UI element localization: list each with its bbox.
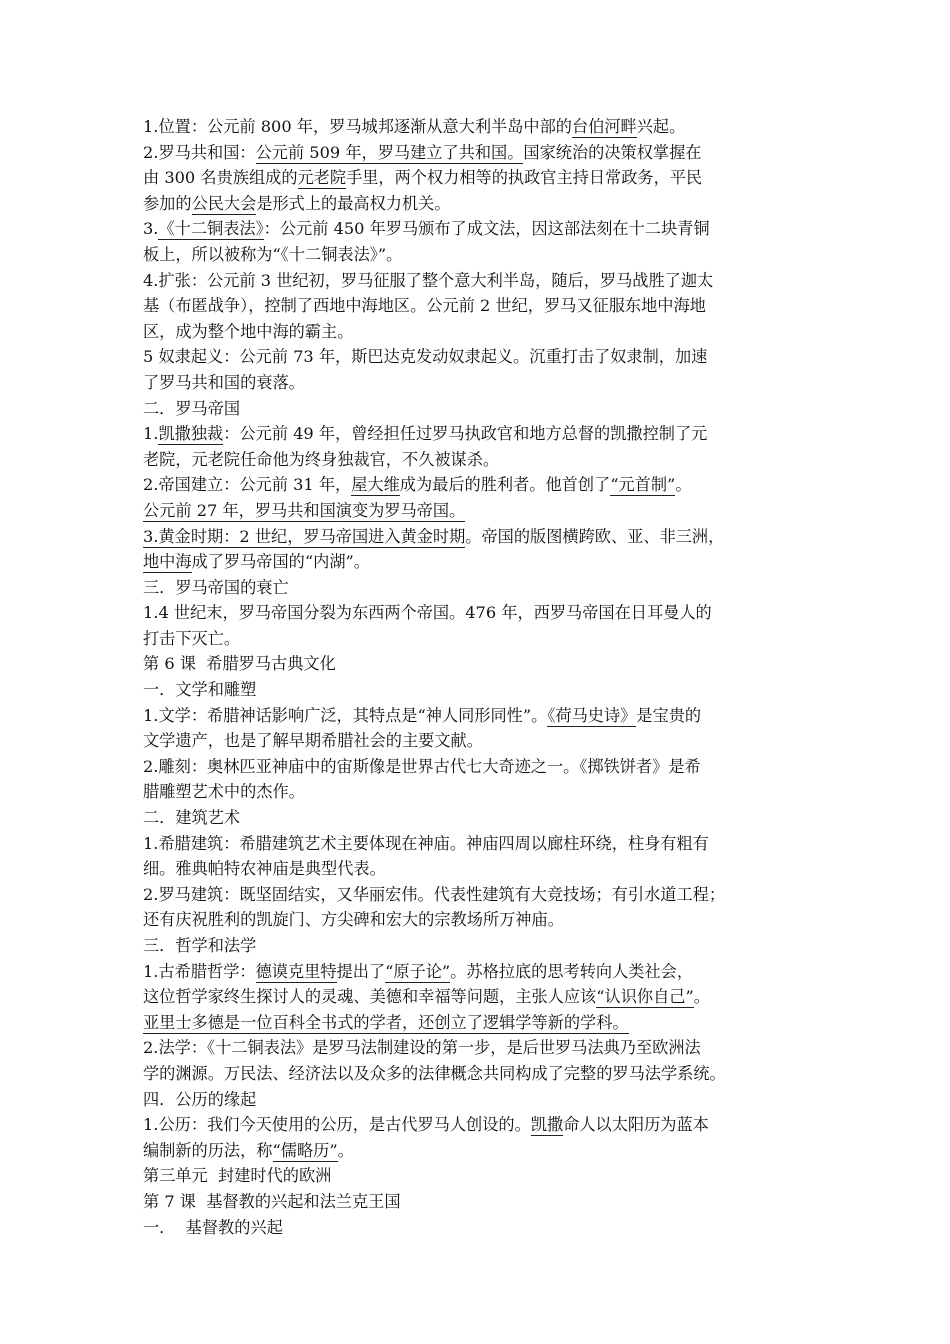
text-line: 由 300 名贵族组成的元老院手里，两个权力相等的执政官主持日常政务，平民: [143, 168, 703, 188]
text-line: 基（布匿战争），控制了西地中海地区。公元前 2 世纪，罗马又征服东地中海地: [143, 296, 706, 316]
text-line: 学的渊源。万民法、经济法以及众多的法律概念共同构成了完整的罗马法学系统。: [143, 1063, 726, 1083]
text-line: 1.希腊建筑：希腊建筑艺术主要体现在神庙。神庙四周以廊柱环绕，柱身有粗有: [143, 833, 709, 853]
text-line: [143, 1010, 811, 1036]
text-line: 4.扩张：公元前 3 世纪初，罗马征服了整个意大利半岛，随后，罗马战胜了迦太: [143, 270, 714, 290]
underlined-term: 亚里士多德是一位百科全书式的学者，还创立了逻辑学等新的学科。: [143, 1012, 629, 1032]
text-line: 细。雅典帕特农神庙是典型代表。: [143, 859, 386, 879]
underlined-term: 凯撒独裁: [158, 424, 224, 444]
text-line: 还有庆祝胜利的凯旋门、方尖碑和宏大的宗教场所万神庙。: [143, 910, 564, 930]
underlined-term: “元首制”: [610, 475, 676, 495]
text-line: 1.位置：公元前 800 年，罗马城邦逐渐从意大利半岛中部的台伯河畔兴起。: [143, 117, 686, 136]
underlined-term: 《十二铜表法》: [158, 219, 264, 239]
underlined-term: 《荷马史诗》: [547, 705, 637, 725]
text-line: 四．公历的缘起: [143, 1089, 257, 1109]
text-line: 打击下灭亡。: [143, 628, 241, 648]
underlined-term: 台伯河畔: [571, 117, 637, 136]
underlined-term: 元老院: [297, 168, 347, 188]
text-line: 二．建筑艺术: [143, 808, 241, 828]
underlined-term: 地中海: [143, 552, 192, 572]
underlined-term: 公民大会: [191, 193, 257, 213]
text-line: [143, 498, 811, 524]
text-line: 3.黄金时期：2 世纪，罗马帝国进入黄金时期。帝国的版图横跨欧、亚、非三洲，: [143, 526, 725, 546]
text-line: 2.罗马建筑：既坚固结实，又华丽宏伟。代表性建筑有大竞技场；有引水道工程；: [143, 884, 726, 904]
text-line: 2.雕刻：奥林匹亚神庙中的宙斯像是世界古代七大奇迹之一。《掷铁饼者》是希: [143, 756, 701, 776]
text-line: 文学遗产，也是了解早期希腊社会的主要文献。: [143, 731, 483, 751]
text-line: 1.古希腊哲学：德谟克里特提出了“原子论”。苏格拉底的思考转向人类社会，: [143, 961, 694, 981]
text-line: 一．文学和雕塑: [143, 680, 257, 700]
underlined-term: “儒略历”: [272, 1140, 338, 1160]
text-line: 这位哲学家终生探讨人的灵魂、美德和幸福等问题，主张人应该“认识你自己”。: [143, 987, 710, 1007]
text-line: 第三单元 封建时代的欧洲: [143, 1166, 332, 1186]
text-line: 二．罗马帝国: [143, 398, 241, 418]
text-line: 1.文学：希腊神话影响广泛，其特点是“神人同形同性”。《荷马史诗》是宝贵的: [143, 705, 702, 725]
text-line: 三．罗马帝国的衰亡: [143, 577, 289, 597]
underlined-term: “认识你自己”: [596, 987, 694, 1007]
text-line: 了罗马共和国的衰落。: [143, 372, 305, 392]
text-line: 编制新的历法，称“儒略历”。: [143, 1140, 354, 1160]
underlined-term: 凯撒: [530, 1115, 564, 1135]
text-line: 第 6 课 希腊罗马古典文化: [143, 654, 336, 674]
text-line: 一． 基督教的兴起: [143, 1217, 283, 1237]
text-line: 地中海成了罗马帝国的“内湖”。: [143, 552, 370, 572]
underlined-term: 公元前 27 年，罗马共和国演变为罗马帝国。: [143, 500, 466, 520]
underlined-term: 公元前 509 年，罗马建立了共和国。: [255, 142, 524, 162]
text-line: 老院，元老院任命他为终身独裁官，不久被谋杀。: [143, 449, 500, 469]
text-line: 腊雕塑艺术中的杰作。: [143, 782, 305, 802]
text-line: 第 7 课 基督教的兴起和法兰克王国: [143, 1191, 401, 1211]
underlined-term: 屋大维: [351, 475, 400, 495]
text-line: 1.凯撒独裁：公元前 49 年，曾经担任过罗马执政官和地方总督的凯撒控制了元: [143, 424, 708, 444]
underlined-term: 德谟克里特: [255, 961, 337, 981]
text-line: 5 奴隶起义：公元前 73 年，斯巴达克发动奴隶起义。沉重打击了奴隶制，加速: [143, 347, 708, 367]
text-line: 参加的公民大会是形式上的最高权力机关。: [143, 193, 451, 213]
text-line: 板上，所以被称为“《十二铜表法》”。: [143, 244, 403, 264]
text-line: 三．哲学和法学: [143, 936, 257, 955]
document-body: [143, 114, 811, 1240]
text-line: 3.《十二铜表法》：公元前 450 年罗马颁布了成文法，因这部法刻在十二块青铜: [143, 219, 710, 239]
document-page: [143, 114, 811, 1240]
text-line: 区，成为整个地中海的霸主。: [143, 321, 354, 341]
text-line: 1.公历：我们今天使用的公历，是古代罗马人创设的。凯撒命人以太阳历为蓝本: [143, 1115, 709, 1135]
underlined-term: 3.黄金时期：2 世纪，罗马帝国进入黄金时期: [143, 526, 466, 546]
text-line: 2.法学：《十二铜表法》是罗马法制建设的第一步，是后世罗马法典乃至欧洲法: [143, 1038, 701, 1058]
text-line: 1.4 世纪末，罗马帝国分裂为东西两个帝国。476 年，西罗马帝国在日耳曼人的: [143, 603, 712, 623]
underlined-term: “原子论”: [385, 961, 451, 981]
text-line: 2.罗马共和国：公元前 509 年，罗马建立了共和国。国家统治的决策权掌握在: [143, 142, 702, 162]
text-line: 2.帝国建立：公元前 31 年，屋大维成为最后的胜利者。他首创了“元首制”。: [143, 475, 692, 495]
